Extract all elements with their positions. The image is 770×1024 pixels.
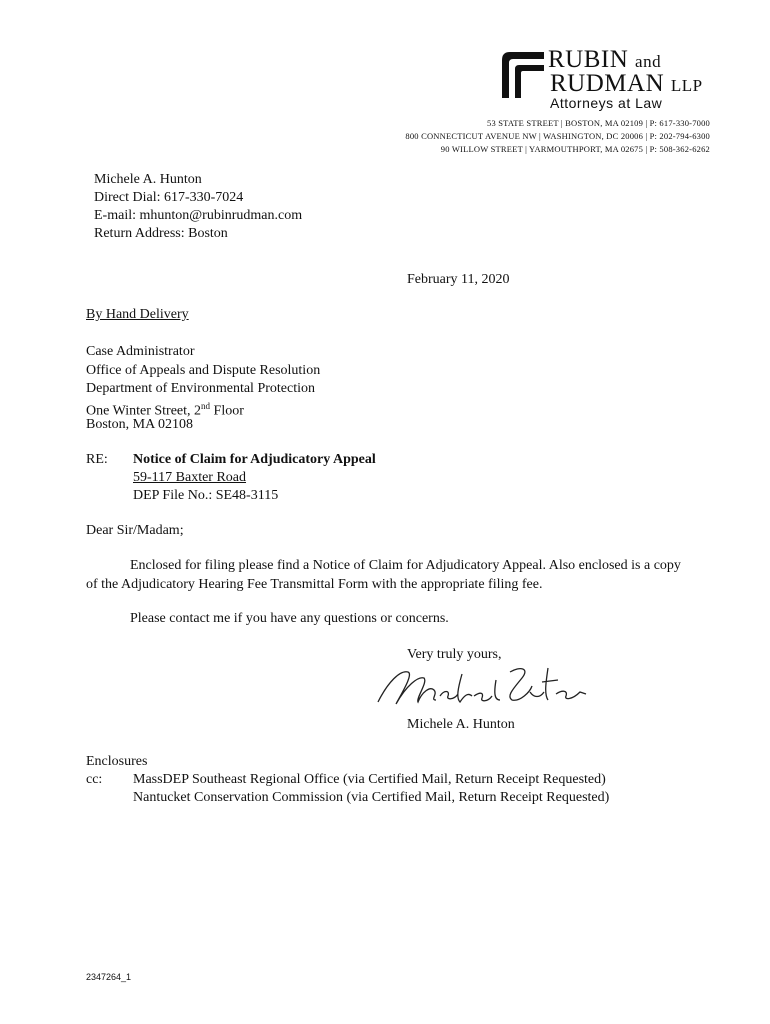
closing: Very truly yours,	[407, 647, 502, 662]
recipient-street: One Winter Street, 2nd Floor	[86, 401, 244, 419]
letter-date: February 11, 2020	[407, 272, 510, 287]
sender-direct-dial: Direct Dial: 617-330-7024	[94, 190, 244, 205]
re-label: RE:	[86, 452, 108, 467]
sender-email: E-mail: mhunton@rubinrudman.com	[94, 208, 303, 223]
body-paragraph: Please contact me if you have any questions or concerns.	[130, 611, 449, 626]
sender-name: Michele A. Hunton	[94, 172, 202, 187]
enclosures-label: Enclosures	[86, 754, 148, 769]
re-file-number: DEP File No.: SE48-3115	[133, 488, 279, 503]
cc-recipient: Nantucket Conservation Commission (via Certified Mail, Return Receipt Requested)	[133, 790, 610, 805]
firm-name-llp: LLP	[670, 76, 703, 95]
recipient-line: Office of Appeals and Dispute Resolution	[86, 363, 321, 378]
salutation: Dear Sir/Madam;	[86, 523, 184, 538]
handwritten-signature-icon	[370, 662, 590, 712]
firm-tagline: Attorneys at Law	[550, 95, 663, 111]
recipient-city: Boston, MA 02108	[86, 417, 193, 432]
body-paragraph: Enclosed for filing please find a Notice of Claim for Adjudicatory Appeal. Also enclosed is a copy of the Adjudicatory Hearing Fee Transmittal Form with the appropriate filing fee.	[86, 558, 681, 592]
delivery-method: By Hand Delivery	[86, 307, 189, 322]
firm-logo-icon	[500, 50, 544, 98]
re-property: 59-117 Baxter Road	[133, 470, 247, 485]
office-address-yarmouthport: 90 WILLOW STREET | YARMOUTHPORT, MA 02675 | P: 508-362-6262	[440, 144, 710, 154]
cc-recipient: MassDEP Southeast Regional Office (via Certified Mail, Return Receipt Requested)	[133, 772, 606, 787]
signatory-name: Michele A. Hunton	[407, 717, 515, 732]
firm-name-and: and	[635, 52, 662, 71]
office-address-washington: 800 CONNECTICUT AVENUE NW | WASHINGTON, DC 20006 | P: 202-794-6300	[405, 131, 710, 141]
sender-return-address: Return Address: Boston	[94, 226, 228, 241]
firm-name-line1: RUBIN and	[548, 46, 662, 73]
cc-label: cc:	[86, 772, 103, 787]
office-address-boston: 53 STATE STREET | BOSTON, MA 02109 | P: 617-330-7000	[487, 118, 710, 128]
re-subject: Notice of Claim for Adjudicatory Appeal	[133, 452, 376, 467]
firm-name-line2: RUDMAN LLP	[550, 70, 703, 97]
recipient-line: Department of Environmental Protection	[86, 381, 315, 396]
document-code: 2347264_1	[86, 972, 132, 982]
recipient-line: Case Administrator	[86, 344, 195, 359]
